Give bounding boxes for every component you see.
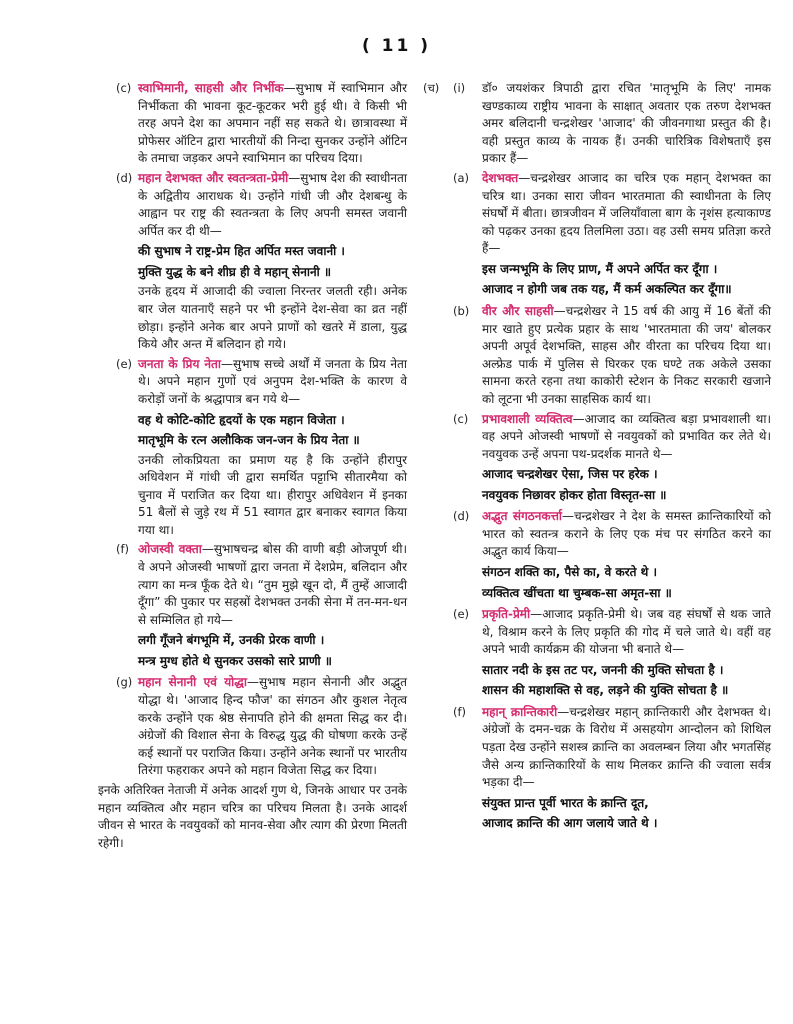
left-column [98,80,407,852]
section-body-text: —सुभाष में स्वाभिमान और निर्भीकता की भावना कूट-कूटकर भरी हुई थी। वे किसी भी तरह अपने देश का अपमान नहीं सह सकते थे। छात्रावस्था में प्रोफेसर ऑटिन द्वारा भारतीयों की निन्दा सुनकर उन्होंने ऑटिन के तमाचा जड़कर अपने स्वाभिमान का परिचय दिया। [138,81,407,166]
section-paragraph [482,704,771,792]
section-body-text: —चन्द्रशेखर महान् क्रान्तिकारी और देशभक्त थे। अंग्रेजों के दमन-चक्र के विरोध में असहयोग आन्दोलन को शिथिल पड़ता देख उन्होंने सशस्त्र क्रान्ति का अवलम्बन लिया और भगतसिंह जैसे अन्य क्रान्तिकारियों के साथ मिलकर क्रान्ति की ज्वाला सर्वत्र भड़का दी— [482,704,771,790]
section-body-text: —सुभाष देश की स्वाधीनता के अद्वितीय आराधक थे। उन्होंने गांधी जी और देशबन्धु के आह्वान पर राष्ट्र की स्वतन्त्रता के लिए अपनी समस्त जवानी अर्पित कर दी थी— [138,170,407,238]
section-f [98,541,407,672]
section-d [98,170,407,354]
verse-line: मुक्ति युद्ध के बने शीघ्र ही वे महान् सेनानी ॥ [138,264,332,279]
verse-line: की सुभाष ने राष्ट्र-प्रेम हित अर्पित मस्त जवानी । [138,244,345,259]
section-body-text: —सुभाष महान सेनानी और अद्भुत योद्धा थे। 'आजाद हिन्द फौज' का संगठन और कुशल नेतृत्व करके उन्होंने एक श्रेष्ठ सेनापति होने की क्षमता सिद्ध कर दी। अंग्रेजों की विशाल सेना के विरुद्ध युद्ध की घोषणा करके उन्हें कई स्थानों पर पराजित किया। उन्होंने अनेक स्थानों पर भारतीय तिरंगा फहराकर अपने को महान विजेता सिद्ध कर दिया। [138,675,407,778]
section-body-text: —सुभाषचन्द्र बोस की वाणी बड़ी ओजपूर्ण थी। वे अपने ओजस्वी भाषणों द्वारा जनता में देशप्रेम, बलिदान और त्याग का मन्त्र फूँक देते थे। “तुम मुझे खून दो, मैं तुम्हें आजादी दूँगा” की पुकार पर सहस्रों देशभक्त उनकी सेना में तन-मन-धन से सम्मिलित हो गये— [138,542,407,627]
section-heading: महान् क्रान्तिकारी [482,704,558,719]
section-paragraph [482,170,771,258]
section-sublabel: (i) [453,81,466,95]
section-heading: महान देशभक्त और स्वतन्त्रता-प्रेमी [138,170,289,185]
closing-paragraph: इनके अतिरिक्त नेताजी में अनेक आदर्श गुण थे, जिनके आधार पर उनके महान व्यक्तित्व और महान चरित्र का परिचय मिलता है। उनके आदर्श जीवन से भारत के नवयुवकों को मानव-सेवा और त्याग की प्रेरणा मिलती रहेगी। [98,783,407,850]
section-c [98,80,407,168]
section-continuation: उनके हृदय में आजादी की ज्वाला निरन्तर जलती रही। अनेक बार जेल यातनाएँ सहने पर भी इन्होंने देश-सेवा का व्रत नहीं छोड़ा। इन्होंने अनेक बार अपने प्राणों को खतरे में डाला, युद्ध किये और अन्त में बलिदान हो गये। [138,284,407,352]
verse-line: सातार नदी के इस तट पर, जननी की मुक्ति सोचता है । [482,662,724,677]
section-heading: प्रभावशाली व्यक्तित्व [482,411,573,426]
section-label: (f) [453,704,467,719]
verse-line: आजाद चन्द्रशेखर ऐसा, जिस पर हरेक । [482,467,658,482]
section-cha [423,80,771,837]
section-heading: प्रकृति-प्रेमी [482,607,531,622]
section-b-right [453,303,771,409]
section-paragraph [138,674,407,780]
verse-line: व्यक्तित्व खींचता था चुम्बक-सा अमृत-सा ॥ [482,585,672,600]
verse-line: वह थे कोटि-कोटि हृदयों के एक महान विजेता । [138,412,345,427]
section-body-text: —चन्द्रशेखर आजाद का चरित्र एक महान् देशभक्त का चरित्र था। उनका सारा जीवन भारतमाता की स्वाधीनता के लिए संघर्षों में बीता। छात्रजीवन में जलियाँवाला बाग के नृशंस हत्याकाण्ड को पढ़कर उनका हृदय तिलमिला उठा। वह उसी समय प्रतिज्ञा करते हैं— [482,170,771,256]
verse-line: मातृभूमि के रत्न अलौकिक जन-जन के प्रिय नेता ॥ [138,433,360,447]
section-a-right [453,170,771,301]
section-paragraph [482,303,771,409]
verse-line: इस जन्मभूमि के लिए प्राण, मैं अपने अर्पित कर दूँगा । [482,261,718,276]
section-body-text: —सुभाष सच्चे अर्थों में जनता के प्रिय नेता थे। अपने महान गुणों एवं अनुपम देश-भक्ति के कारण वे करोड़ों जनों के श्रद्धापात्र बन गये थे— [138,356,407,406]
section-body-text: —चन्द्रशेखर ने देश के समस्त क्रान्तिकारियों को भारत को स्वतन्त्र कराने के लिए एक मंच पर संगठित करने का अद्भुत कार्य किया— [482,509,771,559]
verse-line: संगठन शक्ति का, पैसे का, वे करते थे । [482,565,658,580]
section-label: (e) [453,607,470,622]
section-label: (e) [116,356,133,371]
section-heading: अद्भुत संगठनकर्त्ता [482,509,563,524]
section-heading: जनता के प्रिय नेता [138,356,221,371]
section-paragraph [138,80,407,168]
section-label: (c) [453,411,469,426]
section-g [98,674,407,780]
section-paragraph [482,411,771,464]
section-body-text: —चन्द्रशेखर ने 15 वर्ष की आयु में 16 बेंतों की मार खाते हुए प्रत्येक प्रहार के साथ 'भारतमाता की जय' बोलकर अपनी अपूर्व देशभक्ति, साहस और वीरता का परिचय दिया था। अल्फ्रेड पार्क में पुलिस से घिरकर एक घण्टे तक अकेले उसका सामना करते रहना तथा काकोरी स्टेशन के निकट सरकारी खजाने को लूटना भी उनका साहसिक कार्य था। [482,303,771,406]
section-heading: महान सेनानी एवं योद्धा [138,675,247,690]
two-column-layout [0,80,793,852]
subsection-i [453,80,771,168]
verse-line: लगी गूँजने बंगभूमि में, उनकी प्रेरक वाणी । [138,633,325,648]
verse-line: नवयुवक निछावर होकर होता विस्तृत-सा ॥ [482,487,667,502]
verse-line: शासन की महाशक्ति से वह, लड़ने की युक्ति सोचता है ॥ [482,683,729,698]
section-label: (d) [116,170,133,185]
page-number: ( 11 ) [361,36,432,56]
section-e-right [453,606,771,702]
section-c-right [453,411,771,507]
verse-line: संयुक्त प्रान्त पूर्वी भारत के क्रान्ति दूत, [482,795,649,810]
section-paragraph [138,170,407,240]
section-label: (g) [116,675,133,690]
section-paragraph [482,606,771,659]
section-label: (a) [453,170,470,185]
section-body-text: —आजाद का व्यक्तित्व बड़ा प्रभावशाली था। वह अपने ओजस्वी भाषणों से नवयुवकों को प्रभावित कर लेते थे। नवयुवक उन्हें अपना पथ-प्रदर्शक मानते थे— [482,411,771,461]
section-f-right [453,704,771,835]
section-heading: देशभक्त [482,170,519,185]
right-column [423,80,771,852]
section-label: (b) [453,303,470,318]
section-paragraph [138,356,407,409]
intro-paragraph: डॉ० जयशंकर त्रिपाठी द्वारा रचित 'मातृभूमि के लिए' नामक खण्डकाव्य राष्ट्रीय भावना के साक्षात् अवतार एक तरुण देशभक्त अमर बलिदानी चन्द्रशेखर 'आजाद' की जीवनगाथा प्रस्तुत की है। वही प्रस्तुत काव्य के नायक हैं। उनकी चारित्रिक विशेषताएँ इस प्रकार हैं— [482,81,771,166]
section-label: (च) [423,81,440,95]
verse-line: आजाद न होगी जब तक यह, मैं कर्म अकल्पित कर दूँगा॥ [482,282,732,297]
section-heading: स्वाभिमानी, साहसी और निर्भीक [138,81,284,95]
section-paragraph [482,508,771,561]
section-paragraph [138,541,407,629]
section-d-right [453,508,771,604]
section-continuation: उनकी लोकप्रियता का प्रमाण यह है कि उन्होंने हीरापुर अधिवेशन में गांधी जी द्वारा समर्थित पट्टाभि सीतारमैया को चुनाव में पराजित कर दिया था। हीरापुर अधिवेशन में इनका 51 बैलों से जुड़े रथ में 51 स्वागत द्वार बनाकर स्वागत किया गया था। [138,452,407,537]
verse-line: मन्त्र मुग्ध होते थे सुनकर उसको सारे प्राणी ॥ [138,653,332,668]
section-e [98,356,407,540]
verse-line: आजाद क्रान्ति की आग जलाये जाते थे । [482,816,658,831]
section-label: (f) [116,542,130,557]
section-label: (c) [116,81,132,95]
section-heading: ओजस्वी वक्ता [138,542,202,557]
section-body-text: —आजाद प्रकृति-प्रेमी थे। जब वह संघर्षों से थक जाते थे, विश्राम करने के लिए प्रकृति की गोद में चले जाते थे। वहीं वह अपने भावी कार्यक्रम की योजना भी बनाते थे— [482,607,771,657]
section-label: (d) [453,509,470,524]
section-heading: वीर और साहसी [482,303,554,318]
